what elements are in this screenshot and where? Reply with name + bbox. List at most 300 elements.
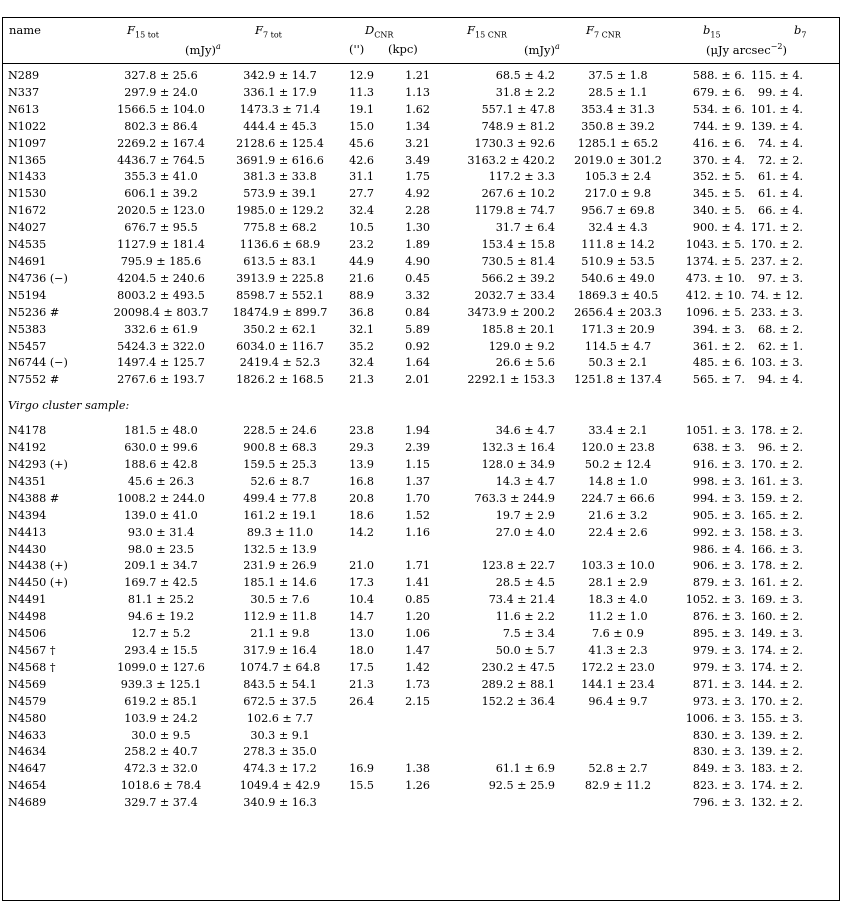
table-row — [8, 203, 803, 220]
f7-tot-cell: 843.5 ± 54.1 — [243, 677, 317, 691]
f15-cnr-cell: 31.7 ± 6.4 — [495, 221, 555, 235]
b15-cell: 679. ± 6. — [692, 85, 745, 99]
table-row — [8, 457, 803, 474]
b15-cell: 1052. ± 3. — [685, 593, 745, 607]
d-cnr-arcsec-cell: 42.6 — [349, 153, 374, 167]
f15-cnr-cell: 129.0 ± 9.2 — [488, 339, 555, 353]
f7-tot-cell: 30.5 ± 7.6 — [250, 593, 310, 607]
table-row — [8, 474, 803, 491]
f7-tot-cell: 2419.4 ± 52.3 — [239, 356, 321, 370]
table-row — [8, 68, 803, 85]
f7-cnr-cell — [563, 744, 673, 761]
b15-cell: 992. ± 3. — [692, 525, 745, 539]
f15-cnr-cell: 61.1 ± 6.9 — [495, 762, 555, 776]
galaxy-name-cell: N1022 — [8, 119, 47, 133]
f15-cnr-cell: 2032.7 ± 33.4 — [474, 288, 555, 302]
d-cnr-kpc-cell: 1.64 — [405, 356, 430, 370]
f15-tot-cell: 45.6 ± 26.3 — [127, 474, 195, 488]
d-cnr-kpc-cell: 1.16 — [405, 525, 430, 539]
galaxy-name-cell: N4580 — [8, 711, 47, 725]
section-row-group — [8, 389, 803, 423]
table-row — [8, 575, 803, 592]
f7-tot-cell: 775.8 ± 68.2 — [243, 221, 317, 235]
b7-cell: 99. ± 4. — [758, 85, 803, 99]
f7-tot-cell: 613.5 ± 83.1 — [243, 254, 317, 268]
f15-cnr-cell: 267.6 ± 10.2 — [481, 187, 555, 201]
b7-cell: 174. ± 2. — [750, 779, 803, 793]
f15-tot-cell: 802.3 ± 86.4 — [124, 119, 198, 133]
d-cnr-arcsec-cell — [334, 542, 374, 559]
b15-cell: 485. ± 6. — [692, 356, 745, 370]
b7-cell: 101. ± 4. — [750, 102, 803, 116]
d-cnr-kpc-cell: 1.75 — [405, 170, 430, 184]
table-row — [8, 761, 803, 778]
d-cnr-arcsec-cell: 29.3 — [349, 441, 374, 455]
f7-tot-cell: 3691.9 ± 616.6 — [236, 153, 324, 167]
header-f15cnr: $F_{15 CNR}$ — [467, 23, 507, 40]
table-row — [8, 744, 803, 761]
f15-tot-cell: 188.6 ± 42.8 — [124, 458, 198, 472]
d-cnr-arcsec-cell: 13.9 — [349, 458, 374, 472]
galaxy-name-cell: N4293 (+) — [8, 458, 68, 472]
f15-tot-cell: 8003.2 ± 493.5 — [117, 288, 205, 302]
header-f15tot: $F_{15 tot}$ — [127, 23, 159, 40]
galaxy-name-cell: N4506 — [8, 627, 47, 641]
f7-tot-cell: 474.3 ± 17.2 — [243, 762, 317, 776]
f7-tot-cell: 444.4 ± 45.3 — [243, 119, 317, 133]
b15-cell: 1051. ± 3. — [685, 424, 745, 438]
b7-cell: 74. ± 4. — [758, 136, 803, 150]
b15-cell: 876. ± 3. — [692, 610, 745, 624]
table-row — [8, 237, 803, 254]
d-cnr-kpc-cell: 1.13 — [405, 85, 430, 99]
b7-cell: 169. ± 3. — [750, 593, 803, 607]
b7-cell: 94. ± 4. — [758, 373, 803, 387]
f7-tot-cell: 185.1 ± 14.6 — [243, 576, 317, 590]
f7-tot-cell: 161.2 ± 19.1 — [243, 508, 317, 522]
d-cnr-kpc-cell: 1.26 — [405, 779, 430, 793]
f7-tot-cell: 2128.6 ± 125.4 — [236, 136, 324, 150]
b7-cell: 183. ± 2. — [750, 762, 803, 776]
f7-tot-cell: 672.5 ± 37.5 — [243, 694, 317, 708]
f7-cnr-cell: 353.4 ± 31.3 — [581, 102, 655, 116]
b15-cell: 994. ± 3. — [692, 491, 745, 505]
d-cnr-arcsec-cell: 20.8 — [349, 491, 374, 505]
b15-cell: 345. ± 5. — [692, 187, 745, 201]
b7-cell: 144. ± 2. — [750, 677, 803, 691]
f7-cnr-cell: 217.0 ± 9.8 — [584, 187, 652, 201]
f15-cnr-cell: 123.8 ± 22.7 — [481, 559, 555, 573]
table-row — [8, 525, 803, 542]
f15-cnr-cell — [430, 795, 563, 812]
f15-tot-cell: 332.6 ± 61.9 — [124, 322, 198, 336]
b7-cell: 166. ± 3. — [750, 542, 803, 556]
f15-cnr-cell — [430, 711, 563, 728]
header-b7: $b_7$ — [794, 23, 807, 40]
galaxy-name-cell: N4736 (−) — [8, 271, 68, 285]
b7-cell: 132. ± 2. — [750, 796, 803, 810]
d-cnr-arcsec-cell: 21.3 — [349, 677, 374, 691]
d-cnr-kpc-cell: 1.20 — [405, 610, 430, 624]
f15-cnr-cell: 92.5 ± 25.9 — [488, 779, 555, 793]
f7-cnr-cell: 1251.8 ± 137.4 — [574, 373, 662, 387]
b15-cell: 565. ± 7. — [692, 373, 745, 387]
b15-cell: 1043. ± 5. — [685, 238, 745, 252]
d-cnr-arcsec-cell: 10.4 — [349, 593, 374, 607]
f7-tot-cell: 342.9 ± 14.7 — [243, 69, 317, 82]
f7-tot-cell: 1985.0 ± 129.2 — [236, 204, 324, 218]
f15-tot-cell: 2767.6 ± 193.7 — [117, 373, 205, 387]
d-cnr-kpc-cell: 2.39 — [405, 441, 430, 455]
f15-tot-cell: 98.0 ± 23.5 — [127, 542, 195, 556]
galaxy-name-cell: N6744 (−) — [8, 356, 68, 370]
f7-tot-cell: 1826.2 ± 168.5 — [236, 373, 324, 387]
f7-cnr-cell: 114.5 ± 4.7 — [584, 339, 652, 353]
f15-cnr-cell: 50.0 ± 5.7 — [495, 644, 555, 657]
f7-tot-cell: 231.9 ± 26.9 — [243, 559, 317, 573]
f7-tot-cell: 30.3 ± 9.1 — [250, 728, 310, 742]
table-row — [8, 254, 803, 271]
b15-cell: 394. ± 3. — [692, 322, 745, 336]
f7-cnr-cell: 50.2 ± 12.4 — [584, 458, 652, 472]
f15-tot-cell: 94.6 ± 19.2 — [127, 610, 195, 624]
f7-cnr-cell: 144.1 ± 23.4 — [581, 677, 655, 691]
header-f7cnr: $F_{7 CNR}$ — [586, 23, 621, 40]
galaxy-name-cell: N4192 — [8, 441, 47, 455]
f7-cnr-cell: 32.4 ± 4.3 — [588, 221, 648, 235]
table-row — [8, 728, 803, 745]
f15-tot-cell: 297.9 ± 24.0 — [124, 85, 198, 99]
table-row — [8, 643, 803, 660]
table-row — [8, 795, 803, 812]
galaxy-name-cell: N4178 — [8, 424, 47, 438]
f7-tot-cell: 1074.7 ± 64.8 — [239, 660, 321, 674]
galaxy-name-cell: N4438 (+) — [8, 559, 68, 573]
f7-tot-cell: 228.5 ± 24.6 — [243, 424, 317, 438]
f7-cnr-cell: 1285.1 ± 65.2 — [577, 136, 659, 150]
galaxy-name-cell: N5236 # — [8, 305, 60, 319]
f15-tot-cell: 20098.4 ± 803.7 — [113, 305, 209, 319]
d-cnr-kpc-cell: 2.28 — [405, 204, 430, 218]
f7-cnr-cell: 2019.0 ± 301.2 — [574, 153, 662, 167]
f15-tot-cell: 1099.0 ± 127.6 — [117, 660, 205, 674]
f7-tot-cell: 1049.4 ± 42.9 — [239, 779, 321, 793]
galaxy-name-cell: N4689 — [8, 796, 47, 810]
f7-tot-cell: 278.3 ± 35.0 — [243, 745, 317, 759]
f15-tot-cell: 2020.5 ± 123.0 — [117, 204, 205, 218]
galaxy-name-cell: N4633 — [8, 728, 47, 742]
b7-cell: 66. ± 4. — [758, 204, 803, 218]
d-cnr-arcsec-cell: 21.6 — [349, 271, 374, 285]
f15-tot-cell: 4204.5 ± 240.6 — [117, 271, 205, 285]
f15-cnr-cell: 230.2 ± 47.5 — [481, 660, 555, 674]
d-cnr-arcsec-cell: 26.4 — [349, 694, 374, 708]
f15-tot-cell: 181.5 ± 48.0 — [124, 424, 198, 438]
f15-cnr-cell: 68.5 ± 4.2 — [495, 69, 555, 82]
b15-cell: 871. ± 3. — [692, 677, 745, 691]
b7-cell: 62. ± 1. — [758, 339, 803, 353]
b7-cell: 74. ± 12. — [750, 288, 803, 302]
header-b15: $b_{15}$ — [703, 23, 721, 40]
f7-tot-cell: 3913.9 ± 225.8 — [236, 271, 324, 285]
d-cnr-kpc-cell: 4.92 — [405, 187, 430, 201]
d-cnr-kpc-cell: 1.42 — [405, 660, 430, 674]
galaxy-name-cell: N1365 — [8, 153, 47, 167]
d-cnr-kpc-cell: 2.15 — [405, 694, 430, 708]
b15-cell: 916. ± 3. — [692, 458, 745, 472]
table-row — [8, 85, 803, 102]
f7-tot-cell: 573.9 ± 39.1 — [243, 187, 317, 201]
f15-cnr-cell: 34.6 ± 4.7 — [495, 424, 555, 438]
d-cnr-kpc-cell — [374, 542, 430, 559]
d-cnr-kpc-cell: 5.89 — [405, 322, 430, 336]
b7-cell: 174. ± 2. — [750, 644, 803, 657]
b15-cell: 879. ± 3. — [692, 576, 745, 590]
galaxy-name-cell: N1672 — [8, 204, 47, 218]
d-cnr-kpc-cell: 1.15 — [405, 458, 430, 472]
f7-cnr-cell: 37.5 ± 1.8 — [588, 69, 648, 82]
b7-cell: 97. ± 3. — [758, 271, 803, 285]
d-cnr-arcsec-cell: 21.0 — [349, 559, 374, 573]
f7-cnr-cell: 11.2 ± 1.0 — [588, 610, 648, 624]
b7-cell: 139. ± 2. — [750, 745, 803, 759]
f15-cnr-cell: 73.4 ± 21.4 — [488, 593, 555, 607]
d-cnr-arcsec-cell: 17.5 — [349, 660, 374, 674]
f7-tot-cell: 317.9 ± 16.4 — [243, 644, 317, 657]
f7-cnr-cell: 2656.4 ± 203.3 — [574, 305, 662, 319]
d-cnr-arcsec-cell: 16.9 — [349, 762, 374, 776]
table-row — [8, 136, 803, 153]
f15-tot-cell: 355.3 ± 41.0 — [124, 170, 198, 184]
f7-tot-cell: 89.3 ± 11.0 — [246, 525, 314, 539]
header-name: name — [9, 23, 41, 37]
f15-tot-cell: 676.7 ± 95.5 — [124, 221, 198, 235]
galaxy-name-cell: N4491 — [8, 593, 47, 607]
d-cnr-kpc-cell — [374, 795, 430, 812]
b7-cell: 72. ± 2. — [758, 153, 803, 167]
f7-cnr-cell: 350.8 ± 39.2 — [581, 119, 655, 133]
b15-cell: 905. ± 3. — [692, 508, 745, 522]
b15-cell: 830. ± 3. — [692, 745, 745, 759]
f7-cnr-cell: 224.7 ± 66.6 — [581, 491, 655, 505]
table-row — [8, 660, 803, 677]
f7-cnr-cell: 111.8 ± 14.2 — [581, 238, 655, 252]
d-cnr-arcsec-cell: 23.2 — [349, 238, 374, 252]
d-cnr-kpc-cell: 1.38 — [405, 762, 430, 776]
f15-cnr-cell: 11.6 ± 2.2 — [495, 610, 555, 624]
b7-cell: 233. ± 3. — [750, 305, 803, 319]
b15-cell: 1006. ± 3. — [685, 711, 745, 725]
f15-tot-cell: 630.0 ± 99.6 — [124, 441, 198, 455]
f15-tot-cell: 1566.5 ± 104.0 — [117, 102, 205, 116]
f7-tot-cell: 900.8 ± 68.3 — [243, 441, 317, 455]
f15-tot-cell: 81.1 ± 25.2 — [127, 593, 195, 607]
b15-cell: 473. ± 10. — [685, 271, 745, 285]
b7-cell: 178. ± 2. — [750, 559, 803, 573]
galaxy-name-cell: N4450 (+) — [8, 576, 68, 590]
f7-cnr-cell: 120.0 ± 23.8 — [581, 441, 655, 455]
b15-cell: 361. ± 2. — [692, 339, 745, 353]
b15-cell: 823. ± 3. — [692, 779, 745, 793]
table-row — [8, 339, 803, 356]
d-cnr-arcsec-cell — [334, 711, 374, 728]
f7-tot-cell: 18474.9 ± 899.7 — [232, 305, 328, 319]
header-units-mjy: (mJy)$^a$ — [185, 42, 221, 57]
b7-cell: 161. ± 2. — [750, 576, 803, 590]
f15-cnr-cell: 14.3 ± 4.7 — [495, 474, 555, 488]
f15-tot-cell: 258.2 ± 40.7 — [124, 745, 198, 759]
f7-cnr-cell: 28.5 ± 1.1 — [588, 85, 648, 99]
b15-cell: 796. ± 3. — [692, 796, 745, 810]
d-cnr-arcsec-cell: 15.5 — [349, 779, 374, 793]
galaxy-table — [8, 68, 803, 812]
b15-cell: 830. ± 3. — [692, 728, 745, 742]
f15-cnr-cell: 1730.3 ± 92.6 — [474, 136, 555, 150]
galaxy-name-cell: N4388 # — [8, 491, 60, 505]
b7-cell: 165. ± 2. — [750, 508, 803, 522]
f15-tot-cell: 5424.3 ± 322.0 — [117, 339, 205, 353]
d-cnr-kpc-cell: 1.47 — [405, 644, 430, 657]
f15-cnr-cell: 185.8 ± 20.1 — [481, 322, 555, 336]
f15-cnr-cell: 27.0 ± 4.0 — [495, 525, 555, 539]
f15-cnr-cell: 26.6 ± 5.6 — [495, 356, 555, 370]
f15-tot-cell: 93.0 ± 31.4 — [127, 525, 195, 539]
f15-tot-cell: 4436.7 ± 764.5 — [117, 153, 205, 167]
f7-cnr-cell: 510.9 ± 53.5 — [581, 254, 655, 268]
f7-cnr-cell: 21.6 ± 3.2 — [588, 508, 648, 522]
table-row — [8, 711, 803, 728]
d-cnr-kpc-cell: 3.49 — [405, 153, 430, 167]
galaxy-name-cell: N337 — [8, 85, 40, 99]
d-cnr-kpc-cell: 3.32 — [405, 288, 430, 302]
b7-cell: 171. ± 2. — [750, 221, 803, 235]
b7-cell: 61. ± 4. — [758, 187, 803, 201]
d-cnr-kpc-cell: 1.34 — [405, 119, 430, 133]
table-row — [8, 609, 803, 626]
d-cnr-kpc-cell — [374, 744, 430, 761]
f15-tot-cell: 1018.6 ± 78.4 — [120, 779, 202, 793]
f7-cnr-cell: 540.6 ± 49.0 — [581, 271, 655, 285]
b15-cell: 986. ± 4. — [692, 542, 745, 556]
d-cnr-arcsec-cell: 35.2 — [349, 339, 374, 353]
f7-tot-cell: 350.2 ± 62.1 — [243, 322, 317, 336]
f7-tot-cell: 340.9 ± 16.3 — [243, 796, 317, 810]
f15-cnr-cell: 566.2 ± 39.2 — [481, 271, 555, 285]
b15-cell: 412. ± 10. — [685, 288, 745, 302]
b7-cell: 155. ± 3. — [750, 711, 803, 725]
header-units-kpc: (kpc) — [388, 42, 418, 56]
f7-cnr-cell: 96.4 ± 9.7 — [588, 694, 648, 708]
f7-tot-cell: 102.6 ± 7.7 — [246, 711, 314, 725]
d-cnr-kpc-cell: 0.84 — [405, 305, 430, 319]
header-units-mjy-cnr: (mJy)$^a$ — [524, 42, 560, 57]
f7-cnr-cell: 105.3 ± 2.4 — [584, 170, 652, 184]
f7-cnr-cell: 82.9 ± 11.2 — [584, 779, 652, 793]
d-cnr-kpc-cell: 1.06 — [405, 627, 430, 641]
f15-cnr-cell: 128.0 ± 34.9 — [481, 458, 555, 472]
d-cnr-arcsec-cell: 32.1 — [349, 322, 374, 336]
f15-cnr-cell: 152.2 ± 36.4 — [481, 694, 555, 708]
d-cnr-kpc-cell: 0.45 — [405, 271, 430, 285]
d-cnr-arcsec-cell: 14.2 — [349, 525, 374, 539]
galaxy-name-cell: N4430 — [8, 542, 47, 556]
f15-tot-cell: 327.8 ± 25.6 — [124, 69, 198, 82]
b15-cell: 998. ± 3. — [692, 474, 745, 488]
f15-tot-cell: 139.0 ± 41.0 — [124, 508, 198, 522]
header-dcnr: $D_{CNR}$ — [365, 23, 394, 40]
f15-tot-cell: 1008.2 ± 244.0 — [117, 491, 205, 505]
d-cnr-kpc-cell: 3.21 — [405, 136, 430, 150]
d-cnr-arcsec-cell — [334, 795, 374, 812]
f7-cnr-cell: 14.8 ± 1.0 — [588, 474, 648, 488]
f15-cnr-cell: 289.2 ± 88.1 — [481, 677, 555, 691]
table-row — [8, 119, 803, 136]
d-cnr-kpc-cell: 1.94 — [405, 424, 430, 438]
b7-cell: 96. ± 2. — [758, 441, 803, 455]
f7-tot-cell: 52.6 ± 8.7 — [250, 474, 310, 488]
galaxy-name-cell: N4351 — [8, 474, 47, 488]
d-cnr-kpc-cell — [374, 711, 430, 728]
f15-tot-cell: 619.2 ± 85.1 — [124, 694, 198, 708]
galaxy-name-cell: N613 — [8, 102, 40, 116]
b7-cell: 170. ± 2. — [750, 458, 803, 472]
section-virgo-label: Virgo cluster sample: — [8, 398, 130, 412]
table-row — [8, 372, 803, 389]
f7-cnr-cell: 7.6 ± 0.9 — [591, 627, 645, 641]
d-cnr-arcsec-cell: 18.6 — [349, 508, 374, 522]
f7-cnr-cell: 28.1 ± 2.9 — [588, 576, 648, 590]
f7-cnr-cell — [563, 542, 673, 559]
table-row — [8, 694, 803, 711]
b15-cell: 534. ± 6. — [692, 102, 745, 116]
header-units-b: (μJy arcsec$^{-2}$) — [706, 42, 787, 57]
f7-cnr-cell — [563, 795, 673, 812]
b7-cell: 158. ± 3. — [750, 525, 803, 539]
galaxy-name-cell: N1097 — [8, 136, 47, 150]
galaxy-name-cell: N4634 — [8, 745, 47, 759]
table-row — [8, 305, 803, 322]
d-cnr-kpc-cell: 4.90 — [405, 254, 430, 268]
f7-cnr-cell: 52.8 ± 2.7 — [588, 762, 648, 776]
table-row — [8, 677, 803, 694]
f15-cnr-cell: 1179.8 ± 74.7 — [474, 204, 555, 218]
table-row — [8, 288, 803, 305]
f15-cnr-cell: 153.4 ± 15.8 — [481, 238, 555, 252]
table-row — [8, 508, 803, 525]
f15-cnr-cell — [430, 542, 563, 559]
f15-cnr-cell: 763.3 ± 244.9 — [474, 491, 555, 505]
data-table-frame — [2, 17, 840, 901]
d-cnr-arcsec-cell: 12.9 — [349, 69, 374, 82]
f7-cnr-cell — [563, 728, 673, 745]
f7-tot-cell: 381.3 ± 33.8 — [243, 170, 317, 184]
f15-tot-cell: 12.7 ± 5.2 — [131, 627, 191, 641]
f7-tot-cell: 21.1 ± 9.8 — [250, 627, 310, 641]
d-cnr-kpc-cell: 1.41 — [405, 576, 430, 590]
d-cnr-arcsec-cell: 36.8 — [349, 305, 374, 319]
b15-cell: 900. ± 4. — [692, 221, 745, 235]
d-cnr-arcsec-cell: 10.5 — [349, 221, 374, 235]
b15-cell: 1096. ± 5. — [685, 305, 745, 319]
f15-tot-cell: 169.7 ± 42.5 — [124, 576, 198, 590]
d-cnr-arcsec-cell: 44.9 — [349, 254, 374, 268]
f15-cnr-cell: 31.8 ± 2.2 — [495, 85, 555, 99]
b15-cell: 895. ± 3. — [692, 627, 745, 641]
table-row — [8, 423, 803, 440]
f15-cnr-cell: 132.3 ± 16.4 — [481, 441, 555, 455]
f15-tot-cell: 293.4 ± 15.5 — [124, 644, 198, 657]
b7-cell: 68. ± 2. — [758, 322, 803, 336]
